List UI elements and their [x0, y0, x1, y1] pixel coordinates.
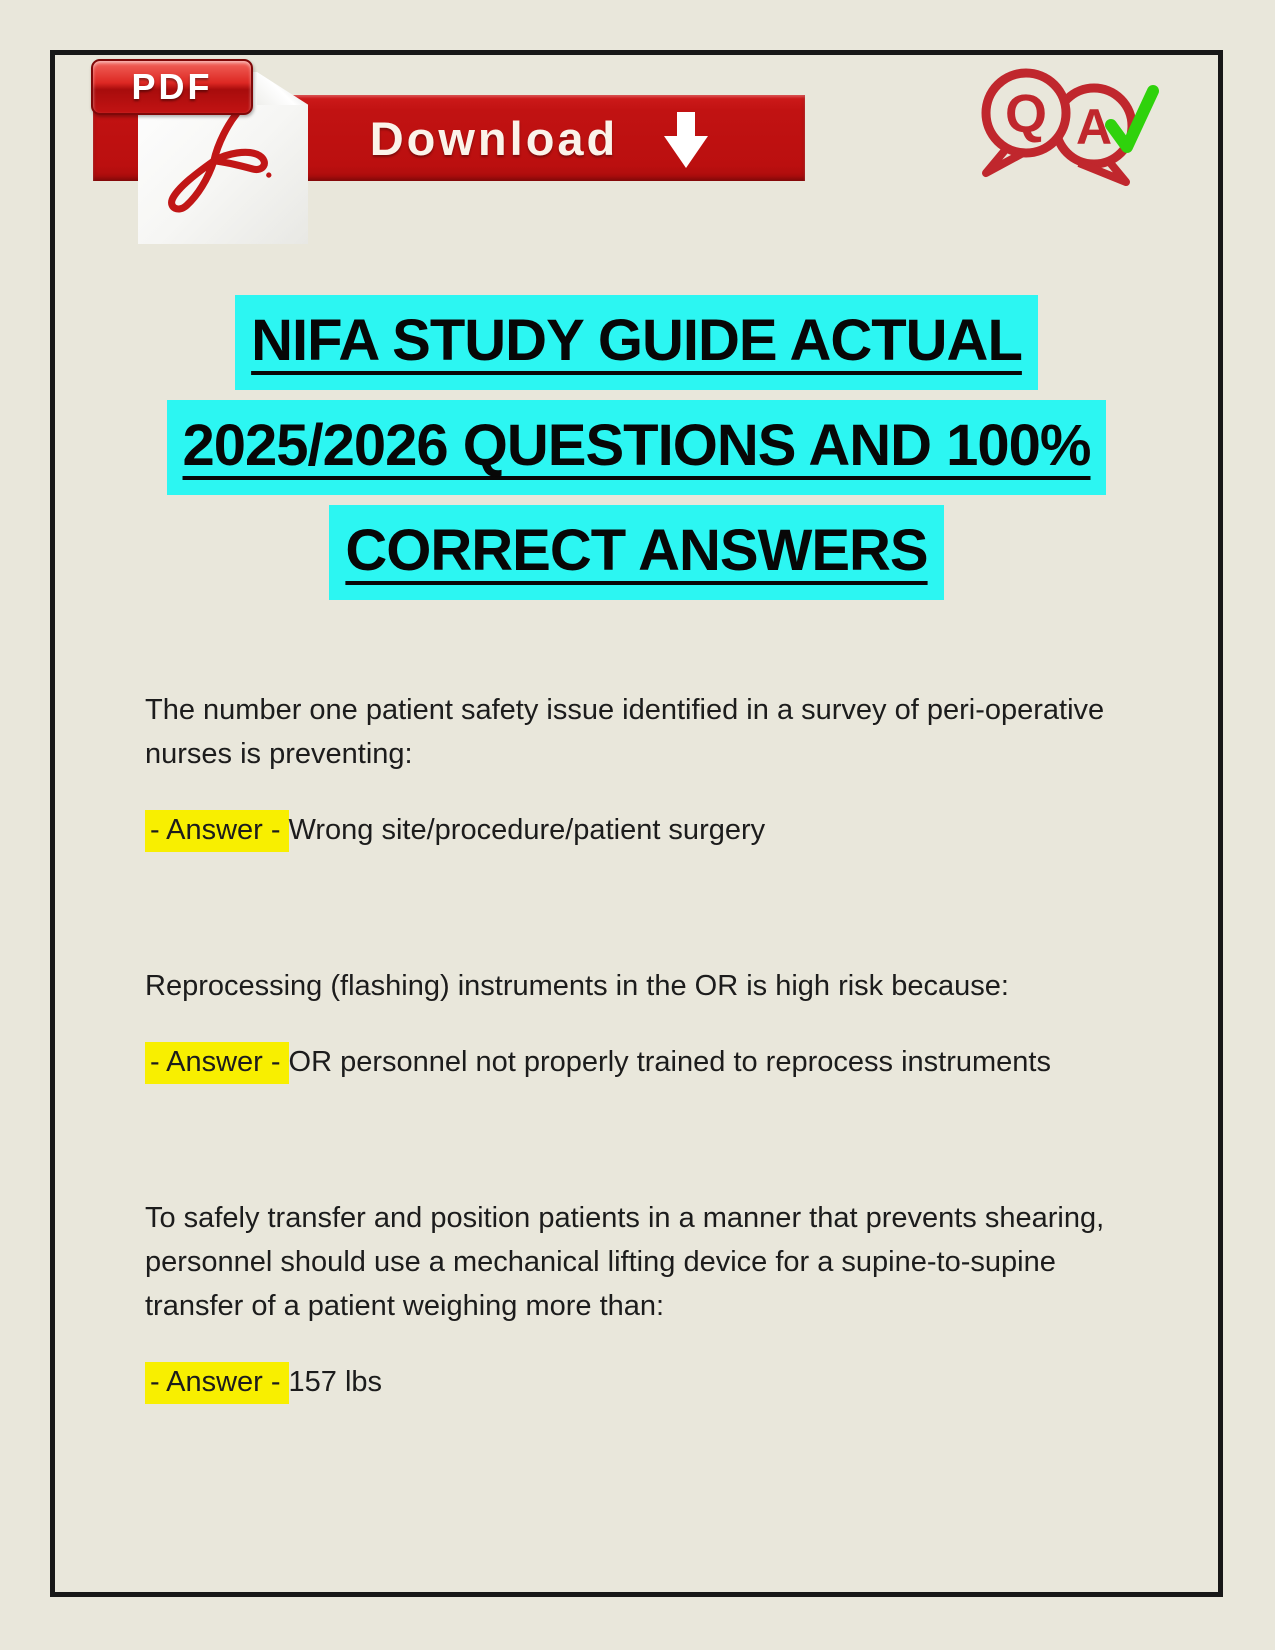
qa-logo-a-letter: A: [1075, 99, 1113, 155]
answer-label: - Answer -: [145, 1362, 289, 1404]
document-header: [55, 55, 1218, 295]
download-arrow-icon: [664, 112, 708, 168]
download-button-label: Download: [369, 111, 619, 165]
answer-line: [145, 1358, 1145, 1406]
qa-item: [145, 964, 1145, 1086]
answer-text: OR personnel not properly trained to reprocess instruments: [288, 1046, 1051, 1078]
answer-label: - Answer -: [145, 810, 289, 852]
answer-text: Wrong site/procedure/patient surgery: [288, 814, 766, 846]
question-text: The number one patient safety issue identified in a survey of peri-operative nurses is preventing:: [145, 694, 1105, 770]
question-text: Reprocessing (flashing) instruments in the OR is high risk because:: [145, 970, 1009, 1002]
page-fold-corner: [257, 72, 308, 105]
answer-label: - Answer -: [145, 1042, 289, 1084]
pdf-badge: [91, 59, 253, 115]
qa-item: [145, 688, 1145, 854]
answer-line: [145, 1038, 1145, 1086]
page-border-frame: [50, 50, 1223, 1597]
qa-logo-q-letter: Q: [1004, 84, 1048, 144]
document-title: [55, 295, 1218, 600]
title-line-2: 2025/2026 QUESTIONS AND 100%: [167, 400, 1107, 495]
answer-line: [145, 806, 1145, 854]
answer-text: 157 lbs: [288, 1366, 383, 1398]
qa-logo: [973, 63, 1161, 189]
question-answer-list: [55, 688, 1145, 1406]
title-line-3: CORRECT ANSWERS: [329, 505, 943, 600]
acrobat-logo-icon: [156, 110, 284, 232]
pdf-badge-label: PDF: [131, 66, 213, 107]
qa-item: [145, 1196, 1145, 1406]
title-line-1: NIFA STUDY GUIDE ACTUAL: [235, 295, 1038, 390]
question-text: To safely transfer and position patients in a manner that prevents shearing, personnel should use a mechanical lifting device for a supine-to-supine transfer of a patient weighing more than:: [145, 1202, 1105, 1322]
